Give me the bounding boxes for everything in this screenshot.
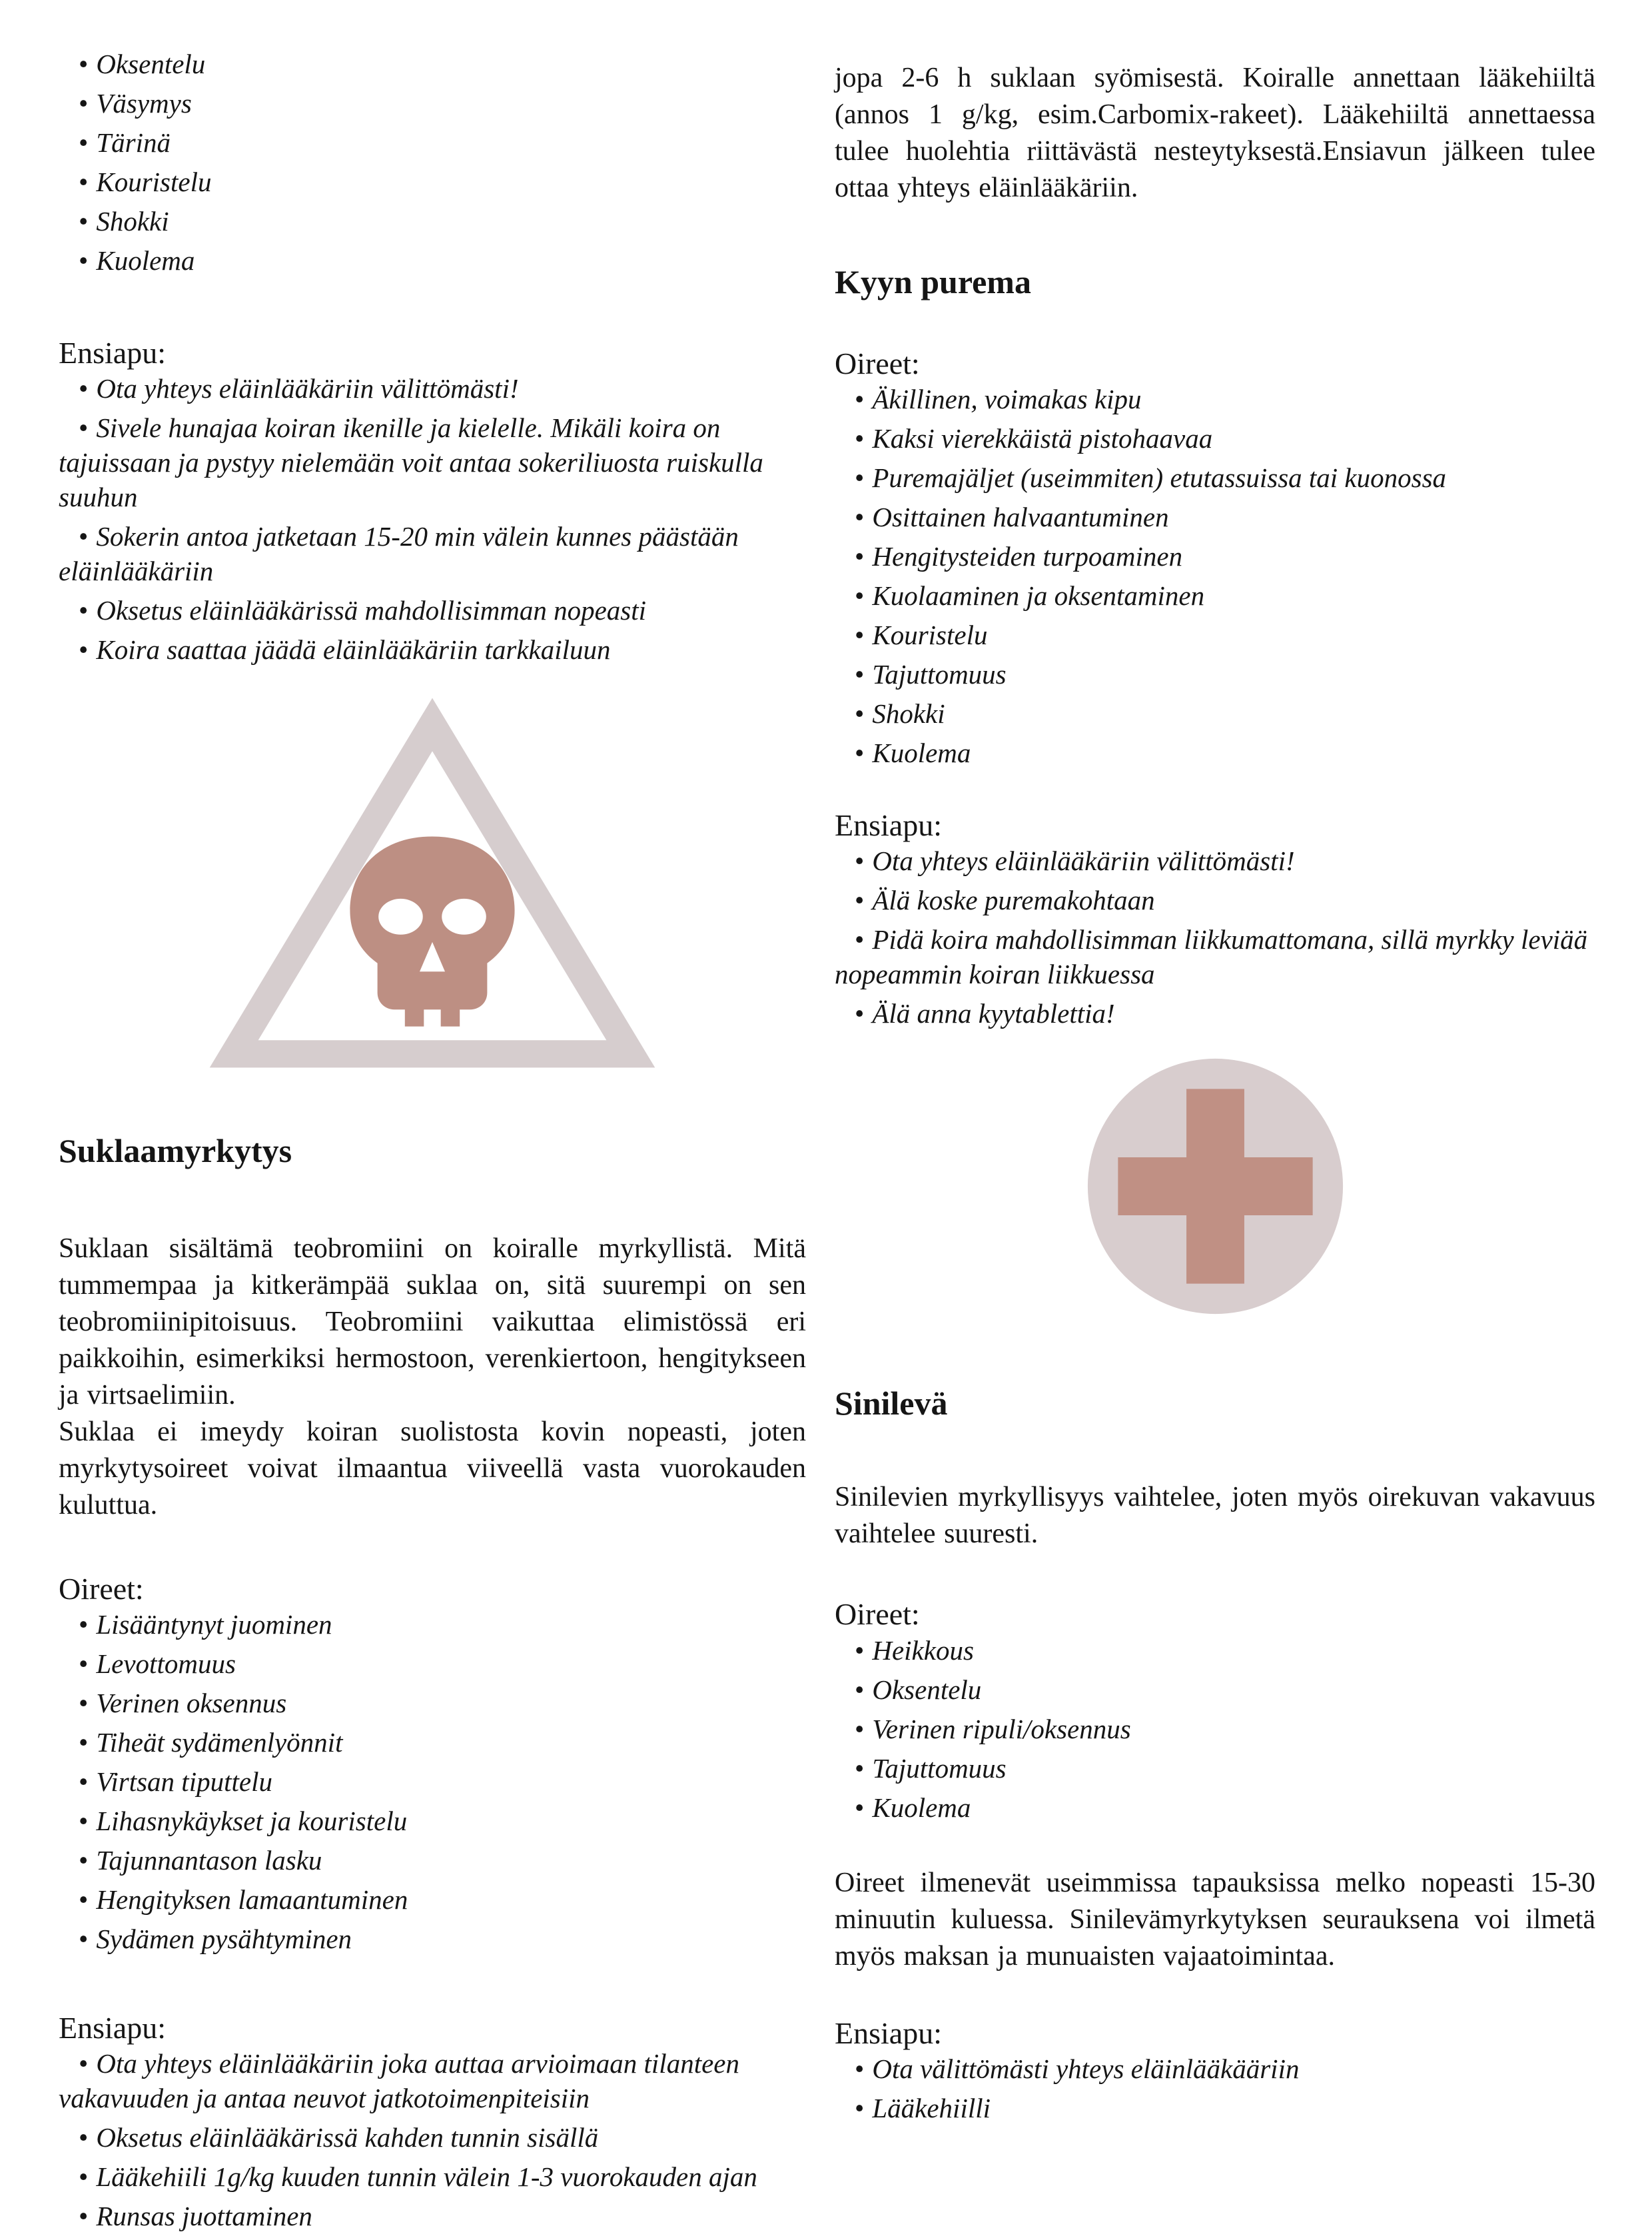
list-item bbox=[59, 2159, 806, 2194]
bullet-icon: • bbox=[79, 412, 89, 444]
list-item-text: Sydämen pysähtyminen bbox=[96, 1923, 352, 1954]
bullet-icon: • bbox=[79, 245, 89, 276]
list-item-text: Tajuttomuus bbox=[872, 1752, 1007, 1784]
list-item bbox=[59, 410, 806, 514]
symptoms-label-sinileva: Oireet: bbox=[835, 1597, 920, 1632]
list-item bbox=[835, 539, 1595, 574]
bullet-icon: • bbox=[855, 462, 865, 493]
list-item-text: Äkillinen, voimakas kipu bbox=[872, 383, 1142, 414]
column-left bbox=[59, 47, 806, 2238]
list-item-text: Puremajäljet (useimmiten) etutassuissa tai kuonossa bbox=[872, 462, 1447, 493]
bullet-icon: • bbox=[79, 2201, 89, 2232]
first-aid-list-sinileva bbox=[835, 2051, 1595, 2125]
list-item-text: Verinen ripuli/oksennus bbox=[872, 1713, 1131, 1744]
list-item-text: Kuolema bbox=[96, 245, 195, 276]
list-item bbox=[835, 2091, 1595, 2125]
suklaamyrkytys-paragraph-1: Suklaan sisältämä teobromiini on koiralle myrkyllistä. Mitä tummempaa ja kitkerämpää suklaa on, sitä suurempi on sen teobromiinipitoisuus. Teobromiini vaikuttaa elimistössä eri paikkoihin, esimerkiksi hermostoon, verenkiertoon, hengitykseen ja virtsaelimiin. bbox=[59, 1233, 806, 1410]
bullet-icon: • bbox=[79, 167, 89, 197]
list-item bbox=[59, 86, 806, 121]
list-item bbox=[59, 1686, 806, 1720]
suklaamyrkytys-paragraph-2: Suklaa ei imeydy koiran suolistosta kovin nopeasti, joten myrkytysoireet voivat ilmaantua viiveellä vasta vuorokauden kuluttua. bbox=[59, 1416, 806, 1520]
list-item bbox=[835, 657, 1595, 692]
bullet-icon: • bbox=[79, 634, 89, 666]
bullet-icon: • bbox=[79, 1923, 89, 1954]
skull-icon bbox=[350, 837, 514, 1027]
symptom-list-top bbox=[59, 47, 806, 278]
bullet-icon: • bbox=[855, 501, 865, 532]
continuation-paragraph: jopa 2-6 h suklaan syömisestä. Koiralle annettaan lääkehiiltä (annos 1 g/kg, esim.Carbomix-rakeet). Lääkehiiltä annettaessa tulee huolehtia riittävästä nesteytyksestä.Ensiavun jälkeen tulee ottaa yhteys eläinlääkäriin. bbox=[835, 63, 1595, 203]
list-item-text: Oksentelu bbox=[96, 49, 206, 79]
bullet-icon: • bbox=[79, 1687, 89, 1718]
symptoms-label-suklaa: Oireet: bbox=[59, 1571, 144, 1606]
bullet-icon: • bbox=[855, 1713, 865, 1744]
list-item-text: Osittainen halvaantuminen bbox=[872, 501, 1169, 532]
list-item bbox=[835, 1751, 1595, 1786]
symptom-list-sinileva bbox=[835, 1633, 1595, 1825]
bullet-icon: • bbox=[855, 658, 865, 690]
list-item bbox=[59, 1646, 806, 1681]
list-item bbox=[59, 2046, 806, 2115]
bullet-icon: • bbox=[79, 127, 89, 158]
list-item-text: Lihasnykäykset ja kouristelu bbox=[96, 1805, 408, 1836]
list-item bbox=[59, 632, 806, 667]
first-aid-list-suklaa bbox=[59, 2046, 806, 2233]
column-right bbox=[835, 47, 1595, 2130]
first-aid-cross-icon bbox=[1084, 1055, 1347, 1318]
list-item-text: Kouristelu bbox=[872, 619, 988, 650]
list-item bbox=[835, 996, 1595, 1031]
list-item bbox=[835, 922, 1595, 991]
list-item bbox=[835, 618, 1595, 652]
bullet-icon: • bbox=[79, 206, 89, 237]
list-item bbox=[59, 204, 806, 239]
first-aid-label-sinileva: Ensiapu: bbox=[835, 2015, 942, 2050]
list-item-text: Hengityksen lamaantuminen bbox=[96, 1884, 408, 1915]
list-item bbox=[835, 883, 1595, 917]
list-item bbox=[59, 1725, 806, 1760]
list-item bbox=[835, 1633, 1595, 1668]
list-item bbox=[835, 696, 1595, 731]
bullet-icon: • bbox=[855, 422, 865, 454]
list-item bbox=[59, 1607, 806, 1642]
list-item bbox=[835, 1672, 1595, 1707]
list-item bbox=[59, 243, 806, 278]
list-item-text: Väsymys bbox=[96, 88, 192, 119]
list-item-text: Älä anna kyytablettia! bbox=[872, 997, 1115, 1029]
list-item bbox=[835, 843, 1595, 878]
list-item-text: Älä koske puremakohtaan bbox=[872, 884, 1155, 915]
list-item-text: Shokki bbox=[96, 206, 169, 237]
list-item-text: Kuolema bbox=[872, 737, 971, 768]
list-item bbox=[59, 1922, 806, 1956]
list-item-text: Pidä koira mahdollisimman liikkumattomana, sillä myrkky leviää nopeammin koiran liikkuessa bbox=[835, 923, 1588, 989]
bullet-icon: • bbox=[79, 1884, 89, 1915]
list-item-text: Kuolema bbox=[872, 1792, 971, 1823]
list-item-text: Ota yhteys eläinlääkäriin joka auttaa arvioimaan tilanteen vakavuuden ja antaa neuvot jatkotoimenpiteisiin bbox=[59, 2048, 739, 2114]
poison-warning-icon bbox=[219, 706, 645, 1069]
list-item bbox=[59, 1764, 806, 1799]
list-item-text: Oksetus eläinlääkärissä kahden tunnin sisällä bbox=[96, 2122, 599, 2153]
list-item-text: Tajuttomuus bbox=[872, 658, 1007, 690]
bullet-icon: • bbox=[855, 884, 865, 915]
list-item-text: Tärinä bbox=[96, 127, 171, 158]
bullet-icon: • bbox=[79, 88, 89, 119]
first-aid-label-kyy: Ensiapu: bbox=[835, 808, 942, 842]
list-item bbox=[835, 382, 1595, 416]
list-item-text: Lääkehiili 1g/kg kuuden tunnin välein 1-3 vuorokauden ajan bbox=[96, 2161, 757, 2193]
list-item-text: Sivele hunajaa koiran ikenille ja kielelle. Mikäli koira on tajuissaan ja pystyy nielemään voit antaa sokeriliuosta ruiskulla suuhun bbox=[59, 412, 763, 513]
list-item bbox=[59, 593, 806, 628]
list-item bbox=[59, 1882, 806, 1917]
bullet-icon: • bbox=[855, 580, 865, 611]
list-item-text: Shokki bbox=[872, 698, 945, 729]
list-item bbox=[835, 500, 1595, 534]
bullet-icon: • bbox=[79, 1648, 89, 1679]
bullet-icon: • bbox=[79, 373, 89, 404]
list-item-text: Sokerin antoa jatketaan 15-20 min välein kunnes päästään eläinlääkäriin bbox=[59, 521, 739, 587]
bullet-icon: • bbox=[855, 845, 865, 876]
bullet-icon: • bbox=[855, 923, 865, 955]
list-item-text: Kuolaaminen ja oksentaminen bbox=[872, 580, 1205, 611]
bullet-icon: • bbox=[79, 1726, 89, 1758]
list-item-text: Lisääntynyt juominen bbox=[96, 1608, 332, 1640]
bullet-icon: • bbox=[855, 1674, 865, 1705]
bullet-icon: • bbox=[79, 521, 89, 552]
bullet-icon: • bbox=[79, 2048, 89, 2079]
first-aid-label-1: Ensiapu: bbox=[59, 336, 166, 370]
bullet-icon: • bbox=[855, 2092, 865, 2123]
symptoms-label-kyy: Oireet: bbox=[835, 346, 920, 380]
bullet-icon: • bbox=[79, 1608, 89, 1640]
bullet-icon: • bbox=[79, 1844, 89, 1876]
list-item-text: Oksetus eläinlääkärissä mahdollisimman nopeasti bbox=[96, 595, 647, 626]
list-item-text: Verinen oksennus bbox=[96, 1687, 287, 1718]
list-item-text: Runsas juottaminen bbox=[96, 2201, 312, 2232]
bullet-icon: • bbox=[855, 698, 865, 729]
sinileva-outcome-paragraph: Oireet ilmenevät useimmissa tapauksissa melko nopeasti 15-30 minuutin kuluessa. Sinilevämyrkytyksen seurauksena voi ilmetä myös maksan ja munuaisten vajaatoimintaa. bbox=[835, 1867, 1595, 1971]
bullet-icon: • bbox=[79, 2122, 89, 2153]
bullet-icon: • bbox=[79, 595, 89, 626]
list-item-text: Kaksi vierekkäistä pistohaavaa bbox=[872, 422, 1213, 454]
list-item bbox=[835, 1790, 1595, 1825]
list-item-text: Levottomuus bbox=[96, 1648, 236, 1679]
list-item bbox=[835, 578, 1595, 613]
list-item-text: Ota yhteys eläinlääkäriin välittömästi! bbox=[96, 373, 519, 404]
list-item bbox=[835, 2051, 1595, 2086]
list-item bbox=[59, 2120, 806, 2155]
symptom-list-suklaa bbox=[59, 1607, 806, 1956]
list-item bbox=[59, 371, 806, 406]
bullet-icon: • bbox=[855, 737, 865, 768]
section-title-suklaamyrkytys: Suklaamyrkytys bbox=[59, 1132, 292, 1170]
list-item-text: Hengitysteiden turpoaminen bbox=[872, 540, 1183, 572]
list-item bbox=[59, 2199, 806, 2233]
first-aid-list-1 bbox=[59, 371, 806, 667]
bullet-icon: • bbox=[855, 1634, 865, 1666]
list-item bbox=[835, 421, 1595, 456]
list-item bbox=[59, 519, 806, 588]
list-item bbox=[59, 47, 806, 81]
list-item bbox=[835, 736, 1595, 770]
list-item-text: Ota yhteys eläinlääkäriin välittömästi! bbox=[872, 845, 1295, 876]
section-title-kyyn-purema: Kyyn purema bbox=[835, 263, 1031, 300]
list-item-text: Oksentelu bbox=[872, 1674, 982, 1705]
list-item bbox=[59, 1804, 806, 1838]
bullet-icon: • bbox=[855, 540, 865, 572]
section-title-sinileva: Sinilevä bbox=[835, 1384, 948, 1422]
bullet-icon: • bbox=[855, 1792, 865, 1823]
bullet-icon: • bbox=[79, 1805, 89, 1836]
list-item-text: Tiheät sydämenlyönnit bbox=[96, 1726, 343, 1758]
list-item-text: Virtsan tiputtelu bbox=[96, 1766, 272, 1797]
bullet-icon: • bbox=[79, 2161, 89, 2193]
list-item bbox=[59, 1843, 806, 1878]
bullet-icon: • bbox=[79, 49, 89, 79]
bullet-icon: • bbox=[855, 1752, 865, 1784]
list-item-text: Ota välittömästi yhteys eläinlääkääriin bbox=[872, 2053, 1300, 2084]
bullet-icon: • bbox=[855, 383, 865, 414]
bullet-icon: • bbox=[855, 619, 865, 650]
list-item-text: Lääkehiilli bbox=[872, 2092, 991, 2123]
list-item bbox=[59, 165, 806, 199]
list-item bbox=[835, 1712, 1595, 1746]
bullet-icon: • bbox=[855, 997, 865, 1029]
first-aid-list-kyy bbox=[835, 843, 1595, 1031]
list-item bbox=[835, 460, 1595, 495]
list-item bbox=[59, 125, 806, 160]
list-item-text: Tajunnantason lasku bbox=[96, 1844, 322, 1876]
bullet-icon: • bbox=[79, 1766, 89, 1797]
first-aid-label-suklaa: Ensiapu: bbox=[59, 2010, 166, 2045]
list-item-text: Koira saattaa jäädä eläinlääkäriin tarkkailuun bbox=[96, 634, 611, 666]
sinileva-intro-paragraph: Sinilevien myrkyllisyys vaihtelee, joten myös oirekuvan vakavuus vaihtelee suuresti. bbox=[835, 1482, 1595, 1550]
list-item-text: Kouristelu bbox=[96, 167, 212, 197]
symptom-list-kyy bbox=[835, 382, 1595, 770]
list-item-text: Heikkous bbox=[872, 1634, 974, 1666]
bullet-icon: • bbox=[855, 2053, 865, 2084]
